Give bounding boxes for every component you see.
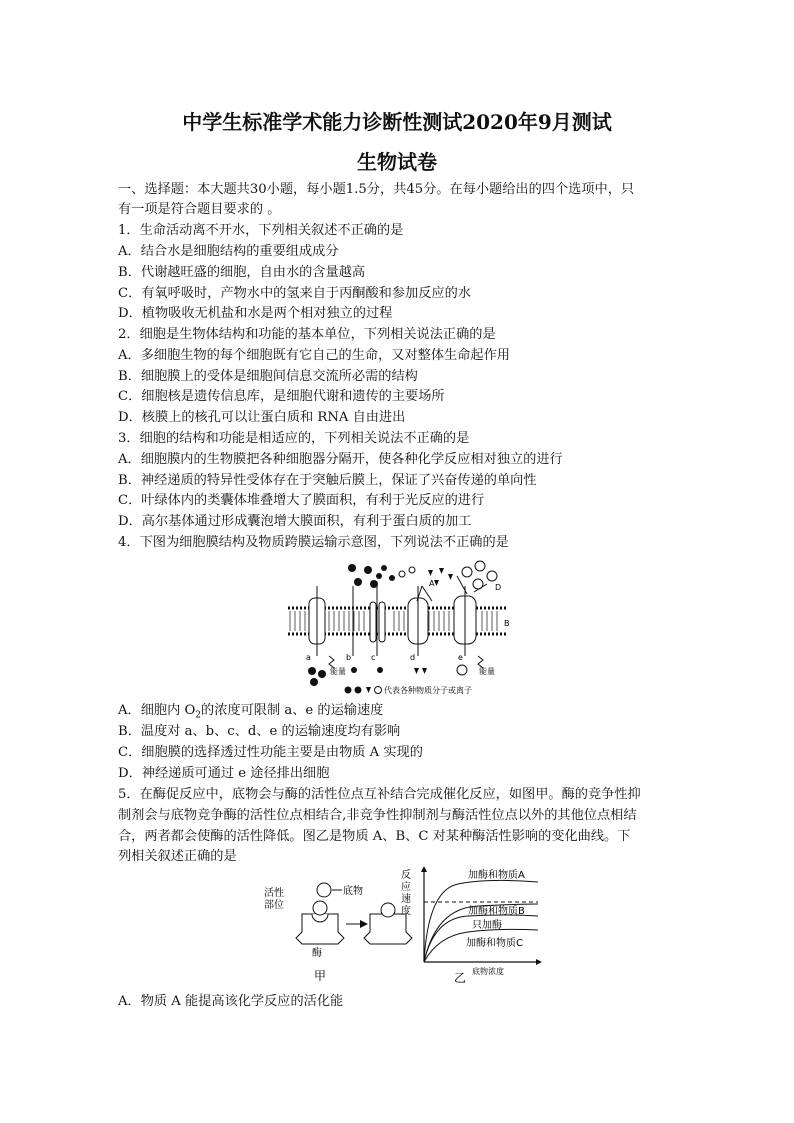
section-instructions-line1: 一、选择题：本大题共30小题，每小题1.5分，共45分。在每小题给出的四个选项中，只 [118, 182, 635, 197]
svg-text:只加酶: 只加酶 [472, 920, 502, 931]
svg-text:加酶和物质C: 加酶和物质C [466, 938, 523, 949]
svg-text:底物: 底物 [343, 886, 363, 897]
q2-option-c: C．细胞核是遗传信息库，是细胞代谢和遗传的主要场所 [118, 389, 445, 404]
svg-text:c: c [371, 653, 376, 662]
svg-text:部位: 部位 [264, 900, 284, 911]
svg-text:D: D [495, 583, 502, 592]
q5-stem-line3: 合，两者都会使酶的活性降低。图乙是物质 A、B、C 对某种酶活性影响的变化曲线。下 [118, 829, 631, 844]
q3-option-d: D．高尔基体通过形成囊泡增大膜面积，有利于蛋白质的加工 [118, 514, 472, 529]
svg-text:酶: 酶 [312, 948, 322, 959]
q4-option-b: B．温度对 a、b、c、d、e 的运输速度均有影响 [118, 724, 401, 739]
q2-option-d: D．核膜上的核孔可以让蛋白质和 RNA 自由进出 [118, 410, 406, 425]
figure-legend [345, 685, 473, 695]
q1-option-a: A．结合水是细胞结构的重要组成成分 [118, 244, 339, 259]
q4-option-a: A．细胞内 $O_2$的浓度可限制 a、e 的运输速度 [118, 703, 384, 721]
svg-text:速: 速 [401, 894, 411, 905]
enzyme-binding-figure [258, 874, 418, 984]
q3-stem: 3．细胞的结构和功能是相适应的，下列相关说法不正确的是 [118, 431, 470, 446]
q5-stem-line1: 5．在酶促反应中，底物会与酶的活性位点互补结合完成催化反应，如图甲。酶的竞争性抑 [118, 787, 641, 802]
svg-text:乙: 乙 [454, 971, 467, 984]
q2-option-a: A．多细胞生物的每个细胞既有它自己的生命，又对整体生命起作用 [118, 348, 510, 363]
q1-option-b: B．代谢越旺盛的细胞，自由水的含量越高 [118, 265, 366, 280]
svg-text:能量: 能量 [330, 667, 346, 676]
q1-stem: 1．生命活动离不开水，下列相关叙述不正确的是 [118, 223, 404, 238]
svg-text:B: B [504, 619, 510, 628]
q4-option-c: C．细胞膜的选择透过性功能主要是由物质 A 实现的 [118, 745, 423, 760]
svg-text:应: 应 [401, 882, 411, 893]
svg-text:d: d [410, 653, 416, 662]
svg-text:代表各种物质分子或离子: 代表各种物质分子或离子 [384, 686, 472, 695]
reaction-rate-chart [398, 866, 546, 984]
svg-text:加酶和物质A: 加酶和物质A [468, 870, 525, 881]
q4-stem: 4．下图为细胞膜结构及物质跨膜运输示意图，下列说法不正确的是 [118, 535, 509, 550]
exam-subtitle: 生物试卷 [357, 150, 437, 174]
q1-option-c: C．有氧呼吸时，产物水中的氢来自于丙酮酸和参加反应的水 [118, 286, 471, 301]
q1-option-d: D．植物吸收无机盐和水是两个相对独立的过程 [118, 306, 393, 321]
svg-text:度: 度 [401, 906, 411, 917]
q5-stem-line4: 列相关叙述正确的是 [118, 849, 237, 864]
svg-text:加酶和物质B: 加酶和物质B [468, 906, 525, 917]
q4-option-d: D．神经递质可通过 e 途径排出细胞 [118, 766, 330, 781]
q5-option-a: A．物质 A 能提高该化学反应的活化能 [118, 994, 344, 1009]
exam-title: 中学生标准学术能力诊断性测试2020年9月测试 [182, 110, 612, 134]
svg-text:e: e [458, 653, 463, 662]
svg-text:底物浓度: 底物浓度 [472, 967, 504, 976]
section-instructions-line2: 有一项是符合题目要求的 。 [118, 202, 281, 217]
svg-text:b: b [346, 653, 352, 662]
svg-text:A: A [429, 579, 435, 588]
svg-text:活性: 活性 [264, 888, 284, 899]
q3-option-c: C．叶绿体内的类囊体堆叠增大了膜面积，有利于光反应的进行 [118, 493, 485, 508]
outside-molecules [348, 561, 497, 589]
membrane-transport-figure [282, 556, 518, 698]
q5-stem-line2: 制剂会与底物竞争酶的活性位点相结合,非竞争性抑制剂与酶活性位点以外的其他位点相结 [118, 808, 637, 823]
q3-option-b: B．神经递质的特异性受体存在于突触后膜上，保证了兴奋传递的单向性 [118, 473, 537, 488]
svg-text:a: a [306, 653, 311, 662]
q2-option-b: B．细胞膜上的受体是细胞间信息交流所必需的结构 [118, 369, 418, 384]
svg-text:反: 反 [401, 870, 411, 881]
q3-option-a: A．细胞膜内的生物膜把各种细胞器分隔开，使各种化学反应相对独立的进行 [118, 452, 563, 467]
svg-text:能量: 能量 [479, 667, 495, 676]
svg-text:甲: 甲 [314, 969, 327, 983]
q2-stem: 2．细胞是生物体结构和功能的基本单位，下列相关说法正确的是 [118, 327, 496, 342]
